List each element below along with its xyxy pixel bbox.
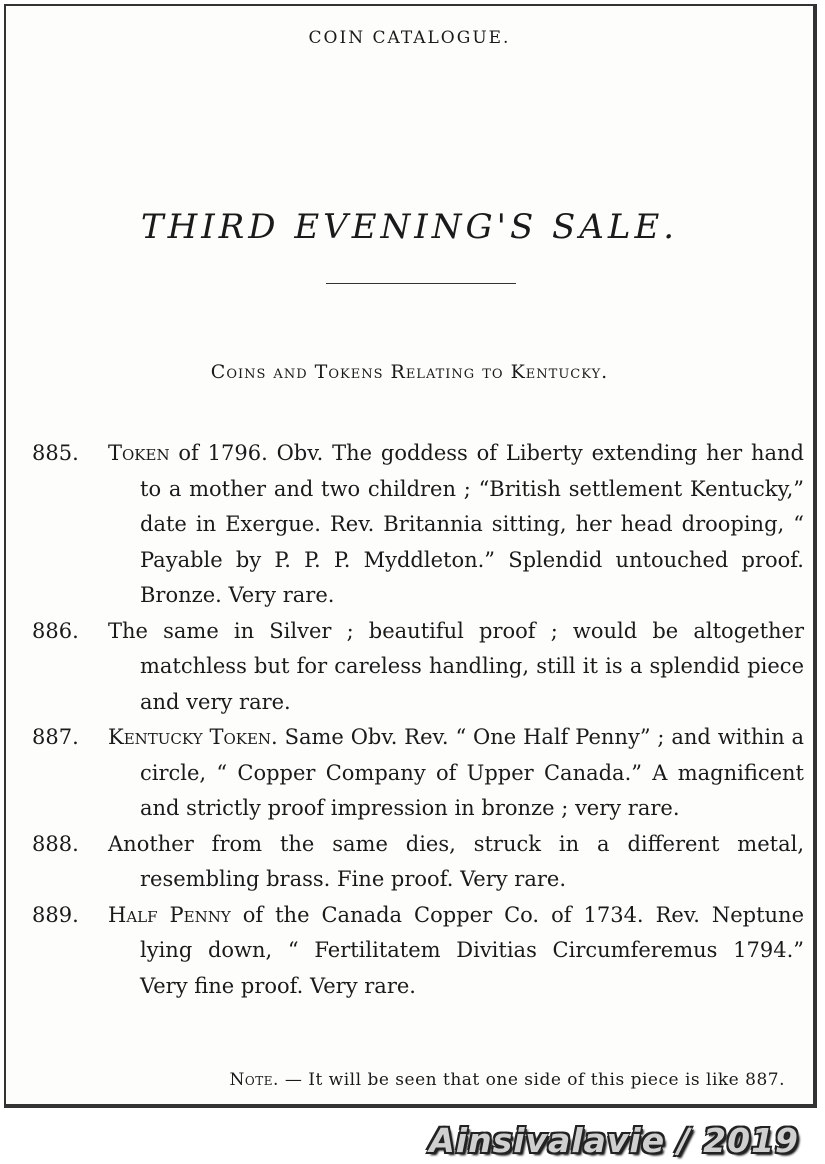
watermark: Ainsivalavie / 2019 xyxy=(429,1121,799,1160)
lot-list xyxy=(32,436,804,1004)
lot-887 xyxy=(32,720,804,827)
lot-heading: Half Penny xyxy=(108,902,231,927)
lot-888 xyxy=(32,827,804,898)
lot-889 xyxy=(32,898,804,1005)
section-heading: Coins and Tokens Relating to Kentucky. xyxy=(210,361,609,383)
running-header: COIN CATALOGUE. xyxy=(308,28,511,48)
lot-number: 889. xyxy=(32,902,79,927)
note-text: — It will be seen that one side of this piece is like 887. xyxy=(278,1070,785,1090)
lot-number: 885. xyxy=(32,441,79,465)
lot-number: 887. xyxy=(32,725,79,749)
lot-number: 886. xyxy=(32,618,79,643)
lot-description: Another from the same dies, struck in a different metal, resembling brass. Fine proof. Very rare. xyxy=(108,831,804,891)
page-title: THIRD EVENING'S SALE. xyxy=(140,206,679,247)
lot-885 xyxy=(32,436,804,614)
note-label: Note. xyxy=(229,1070,279,1090)
lot-heading: Kentucky Token. xyxy=(108,725,278,749)
lot-description: of the Canada Copper Co. of 1734. Rev. Neptune lying down, “ Fertilitatem Divitias Circumferemus 1794.” Very fine proof. Very rare. xyxy=(140,902,805,998)
catalogue-page xyxy=(4,4,817,1108)
lot-description: Same Obv. Rev. “ One Half Penny” ; and within a circle, “ Copper Company of Upper Canada.” A magnificent and strictly proof impression in bronze ; very rare. xyxy=(140,725,805,820)
lot-description: The same in Silver ; beautiful proof ; would be altogether matchless but for careless handling, still it is a splendid piece and very rare. xyxy=(108,618,804,714)
lot-number: 888. xyxy=(32,831,79,856)
title-rule xyxy=(326,283,516,284)
lot-description: of 1796. Obv. The goddess of Liberty extending her hand to a mother and two children ; “British settlement Kentucky,” date in Exergue. Rev. Britannia sitting, her head drooping, “ Payable by P. P. P. Myddleton.” Splendid untouched proof. Bronze. Very rare. xyxy=(140,441,804,607)
lot-heading: Token xyxy=(108,441,170,465)
footnote xyxy=(230,1070,785,1090)
lot-886 xyxy=(32,614,804,721)
